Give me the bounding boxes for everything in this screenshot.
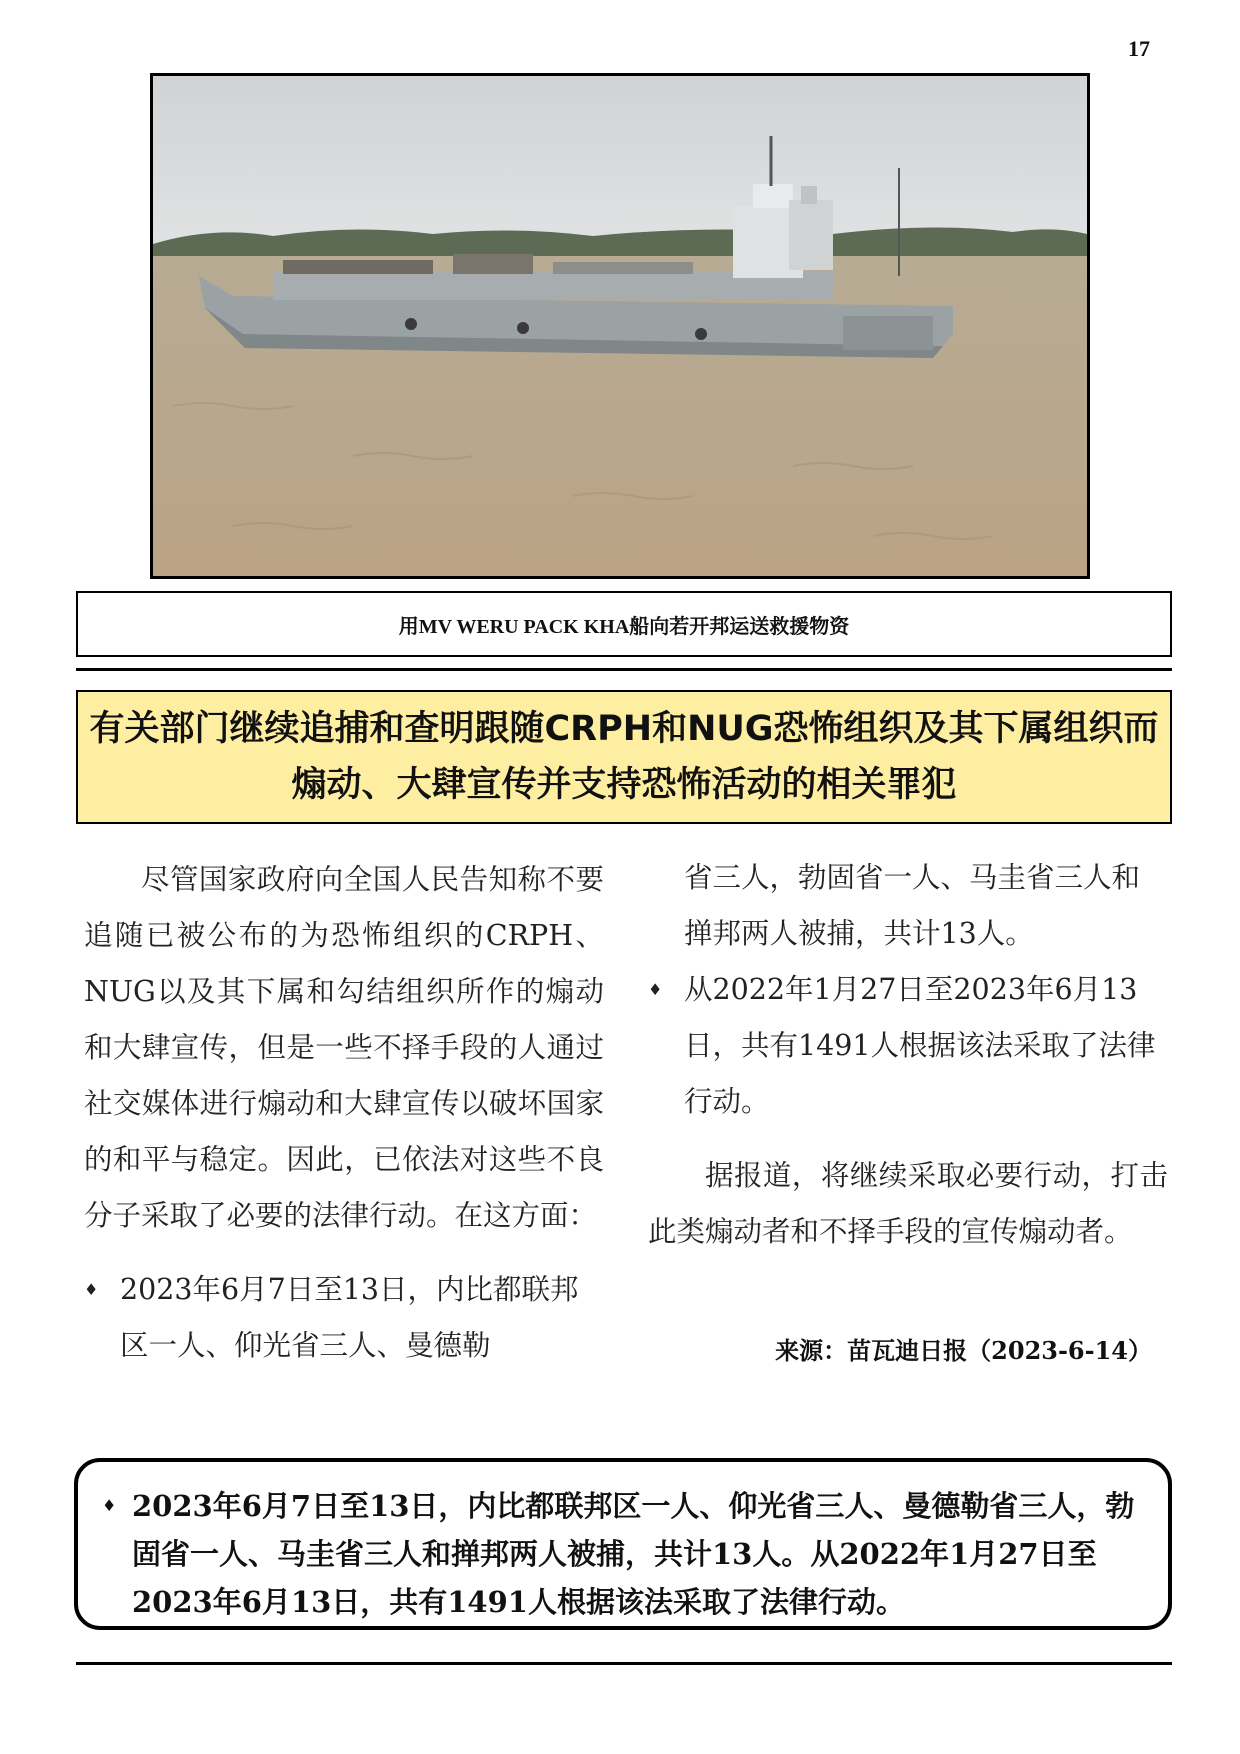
diamond-bullet-icon: ♦ — [102, 1496, 117, 1515]
diamond-bullet-icon: ♦ — [648, 980, 663, 999]
top-divider — [76, 668, 1172, 671]
page-number: 17 — [1128, 36, 1150, 61]
legal-action-bullet-text: 从2022年1月27日至2023年6月13日，共有1491人根据该法采取了法律行动。 — [684, 973, 1156, 1118]
article-right-column — [648, 850, 1168, 1260]
diamond-bullet-icon: ♦ — [84, 1280, 99, 1299]
arrest-bullet — [84, 1262, 604, 1374]
arrest-bullet-text-part1: 2023年6月7日至13日，内比都联邦区一人、仰光省三人、曼德勒 — [120, 1273, 579, 1362]
article-left-column — [84, 852, 604, 1374]
headline-line-2: 煽动、大肆宣传并支持恐怖活动的相关罪犯 — [291, 765, 957, 805]
summary-box — [74, 1458, 1172, 1630]
photo-caption: 用MV WERU PACK KHA船向若开邦运送救援物资 — [76, 591, 1172, 657]
ship-on-river-image — [153, 76, 1087, 576]
article-headline — [76, 690, 1172, 824]
headline-line-1: 有关部门继续追捕和查明跟随CRPH和NUG恐怖组织及其下属组织而 — [89, 709, 1159, 749]
summary-bullet — [102, 1482, 1146, 1626]
legal-action-bullet — [648, 962, 1168, 1130]
arrest-bullet-continued — [648, 850, 1168, 962]
arrest-bullet-text-part2: 省三人，勃固省一人、马圭省三人和掸邦两人被捕，共计13人。 — [684, 861, 1141, 950]
article-closing-paragraph: 据报道，将继续采取必要行动，打击此类煽动者和不择手段的宣传煽动者。 — [648, 1159, 1168, 1248]
bottom-divider — [76, 1662, 1172, 1665]
ship-photo — [150, 73, 1090, 579]
article-intro-paragraph: 尽管国家政府向全国人民告知称不要追随已被公布的为恐怖组织的CRPH、NUG以及其下属和勾结组织所作的煽动和大肆宣传，但是一些不择手段的人通过社交媒体进行煽动和大肆宣传以破坏国家的和平与稳定。因此，已依法对这些不良分子采取了必要的法律行动。在这方面： — [84, 863, 604, 1232]
article-source: 来源：苗瓦迪日报（2023-6-14） — [775, 1336, 1152, 1365]
summary-text: 2023年6月7日至13日，内比都联邦区一人、仰光省三人、曼德勒省三人，勃固省一人、马圭省三人和掸邦两人被捕，共计13人。从2022年1月27日至2023年6月13日，共有1491人根据该法采取了法律行动。 — [132, 1489, 1135, 1619]
